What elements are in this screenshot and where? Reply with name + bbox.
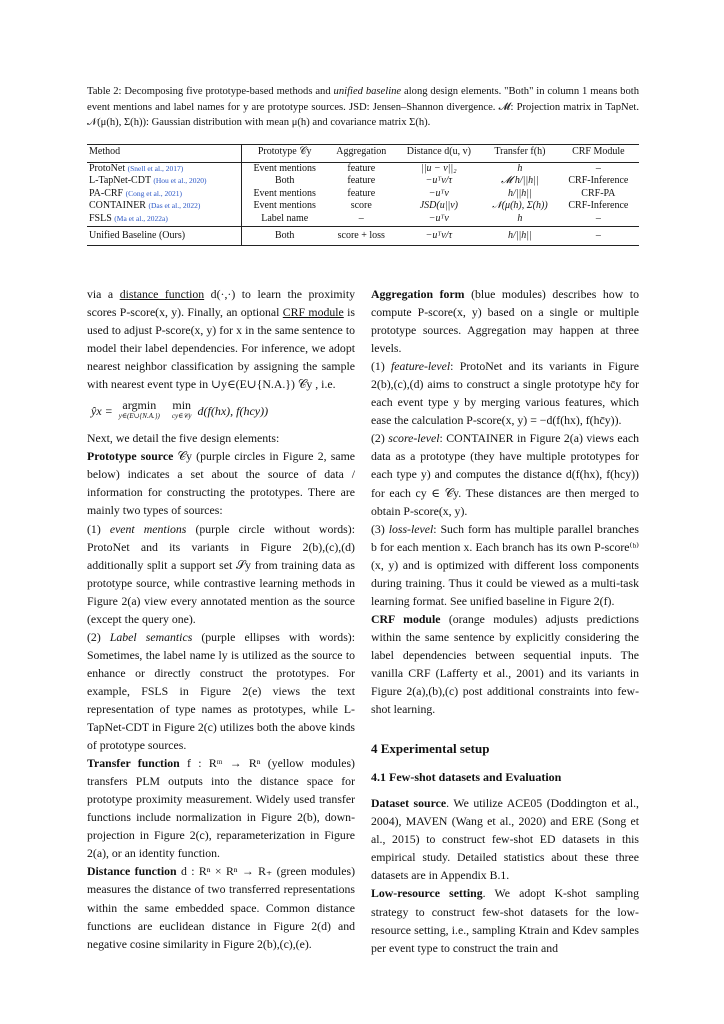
cell-agg: score xyxy=(350,200,372,212)
table-row xyxy=(87,200,639,213)
cell-crf: – xyxy=(595,212,601,224)
cell-crf: CRF-PA xyxy=(581,187,616,199)
paragraph: Aggregation form (blue modules) describes how to compute P-score(x, y) based on a single or multiple prototype sources. Aggregation may happen at three levels. xyxy=(371,287,639,356)
header-method: Method xyxy=(87,145,242,163)
header-crf: CRF Module xyxy=(558,145,639,163)
paragraph: Transfer function f : Rᵐ → Rⁿ (yellow modules) transfers PLM outputs into the distance space for prototype proximity measurement. Widely used transfer functions include normalization in Figure 2(b), down-projection in Figure 2(c), reparameterization in Figure 2(a), or an identity function. xyxy=(87,756,355,861)
header-prototype: Prototype 𝒞y xyxy=(242,145,327,163)
cell-crf: CRF-Inference xyxy=(568,175,629,187)
cell-agg: – xyxy=(358,212,364,224)
header-transfer: Transfer f(h) xyxy=(482,145,558,163)
cell-proto: Both xyxy=(242,226,327,246)
citation[interactable]: (Das et al., 2022) xyxy=(148,201,201,211)
left-column xyxy=(87,285,355,953)
paragraph: CRF module (orange modules) adjusts predictions within the same sentence by explicitly considering the label dependencies between sequential inputs. The vanilla CRF (Lafferty et al., 2001) and its variants in Figure 2(a),(b),(c) post additional constraints into few-shot learning. xyxy=(371,611,639,717)
method-name: FSLS xyxy=(89,212,112,224)
cell-agg: feature xyxy=(347,175,376,187)
cell-transfer: 𝓜 h/||h|| xyxy=(501,175,539,187)
cell-agg: score + loss xyxy=(327,226,396,246)
equation-argmin: ŷx = argmin y∈(E∪{N.A.}) min cy∈𝒞y d(f(hx), f(hcy)) xyxy=(91,398,269,421)
paragraph: (2) Label semantics (purple ellipses with words): Sometimes, the label name ly is utilized as the source to enhance or directly construct the prototypes. For example, FSLS in Figure 2(e) views the text representation of type names as prototypes, while L-TapNet-CDT in Figure 2(c) utilizes both the above kinds of prototype sources. xyxy=(87,629,355,753)
cell-agg: feature xyxy=(347,187,376,199)
method-name: Unified Baseline (Ours) xyxy=(87,226,242,246)
citation[interactable]: (Hou et al., 2020) xyxy=(153,176,207,186)
paragraph: (1) event mentions (purple circle without words): ProtoNet and its variants in Figure 2(b),(c),(d) additionally split a support set 𝒮y from training data as prototype source, while contrastive learning methods in Figure 2(a) view every annotated mention as the source (except the query one). xyxy=(87,521,355,626)
decomposition-table xyxy=(87,144,639,246)
cell-transfer: h/||h|| xyxy=(482,226,558,246)
paragraph: via a distance function d(·,·) to learn the proximity scores P-score(x, y). Finally, an optional CRF module is used to adjust P-score(x, y) for x in the same sentence to model their label dependencies. For inference, we adopt nearest neighbor classification by assigning the sample with nearest event type in ∪y∈(E∪{N.A.}) 𝒞y , i.e. xyxy=(87,287,355,392)
paragraph: Prototype source 𝒞y (purple circles in Figure 2, same below) indicates a set about the source of data / information for constructing the prototypes. There are mainly two types of sources: xyxy=(87,449,355,518)
cell-crf: – xyxy=(558,226,639,246)
header-distance: Distance d(u, v) xyxy=(396,145,483,163)
table-row-unified xyxy=(87,226,639,246)
right-column xyxy=(371,285,639,957)
cell-dist: −uᵀv/τ xyxy=(396,226,483,246)
method-name: PA-CRF xyxy=(89,187,124,199)
cell-dist: −uᵀv xyxy=(428,187,449,199)
cell-crf: CRF-Inference xyxy=(568,200,629,212)
cell-transfer: h xyxy=(517,162,523,174)
paragraph: Dataset source. We utilize ACE05 (Doddington et al., 2004), MAVEN (Wang et al., 2020) and ERE (Song et al., 2015) to construct few-shot ED datasets in this empirical study. Detailed statistics about these three datasets are in Appendix B.1. xyxy=(371,796,640,883)
cell-transfer: 𝒩(μ(h), Σ(h)) xyxy=(492,200,548,212)
paragraph: (3) loss-level: Such form has multiple parallel branches b for each mention x. Each branch has its own P-score⁽ᵇ⁾(x, y) and is optimized with different loss components during training. Thus it could be viewed as a multi-task learning format. See unified baseline in Figure 2(f). xyxy=(371,521,639,608)
cell-transfer: h/||h|| xyxy=(508,187,532,199)
paragraph: Next, we detail the five design elements: xyxy=(87,431,280,446)
table-caption: Table 2: Decomposing five prototype-based methods and unified baseline along design elements. "Both" in column 1 means both event mentions and label names for y are prototype sources. JSD: Jensen–Shannon divergence. 𝓜: Projection matrix in TapNet. 𝒩(μ(h), Σ(h)): Gaussian distribution with mean μ(h) and covariance matrix Σ(h). xyxy=(87,86,640,128)
table-row xyxy=(87,162,639,175)
cell-proto: Both xyxy=(274,175,295,187)
cell-proto: Event mentions xyxy=(253,162,316,174)
cell-crf: – xyxy=(595,162,601,174)
header-aggregation: Aggregation xyxy=(327,145,396,163)
table-row xyxy=(87,188,639,201)
cell-proto: Label name xyxy=(261,212,309,224)
table-row xyxy=(87,213,639,226)
paragraph: (1) feature-level: ProtoNet and its variants in Figure 2(b),(c),(d) aims to construct a single prototype hc̄y for each event type y by merging various features, which ease the calculation P-score(x, y) = −d(f(hx), f(hc̄y)). xyxy=(371,359,639,428)
citation[interactable]: (Cong et al., 2021) xyxy=(125,188,183,198)
method-name: ProtoNet xyxy=(89,162,126,174)
cell-dist: −uᵀv xyxy=(428,212,449,224)
table-header-row xyxy=(87,145,639,163)
cell-proto: Event mentions xyxy=(253,200,316,212)
cell-dist: ||u − v||₂ xyxy=(421,162,457,174)
section-heading: 4 Experimental setup xyxy=(371,741,490,757)
cell-transfer: h xyxy=(517,212,523,224)
table-row xyxy=(87,175,639,188)
method-name: L-TapNet-CDT xyxy=(89,175,151,187)
subsection-heading: 4.1 Few-shot datasets and Evaluation xyxy=(371,770,562,785)
paragraph: (2) score-level: CONTAINER in Figure 2(a) views each data as a prototype (they have multiple prototypes for each type y) and computes the distance d(f(hx), f(hcy)) for each cy ∈ 𝒞y. These distances are then merged to obtain P-score(x, y). xyxy=(371,431,639,518)
cell-dist: JSD(u||v) xyxy=(419,200,458,212)
cell-dist: −uᵀv/τ xyxy=(425,175,453,187)
paragraph: Low-resource setting. We adopt K-shot sampling strategy to construct few-shot datasets for the low-resource setting, i.e., sampling Ktrain and Kdev samples per event type to construct the train and xyxy=(371,886,639,955)
cell-agg: feature xyxy=(347,162,376,174)
citation[interactable]: (Ma et al., 2022a) xyxy=(114,213,168,223)
method-name: CONTAINER xyxy=(89,200,146,212)
cell-proto: Event mentions xyxy=(253,187,316,199)
citation[interactable]: (Snell et al., 2017) xyxy=(127,163,184,173)
paragraph: Distance function d : Rⁿ × Rⁿ → R₊ (green modules) measures the distance of two transferred representations within the same embedded space. Common distance functions are euclidean distance in Figure 2(d) and negative cosine similarity in Figure 2(b),(c),(e). xyxy=(87,864,355,951)
